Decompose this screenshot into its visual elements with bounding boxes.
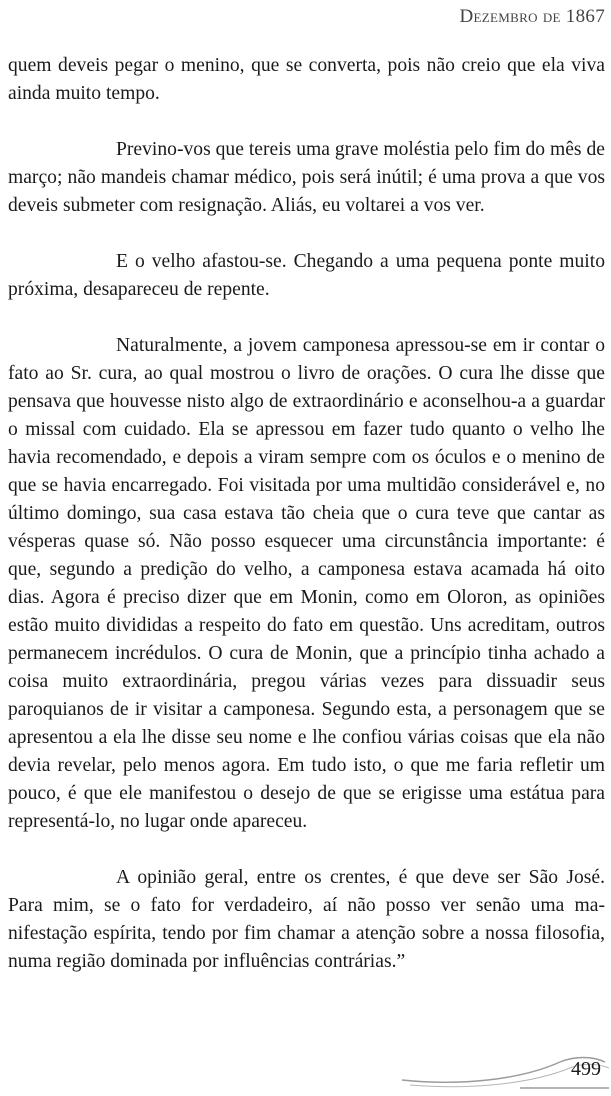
paragraph: Previno-vos que tereis uma grave moléstia pelo fim do mês de março; não mandeis chamar médico, pois será inútil; é uma prova a que vos deveis submeter com resignação. Aliás, eu voltarei a vos ver. — [8, 139, 605, 216]
paragraph: A opinião geral, entre os crentes, é que deve ser São José. Para mim, se o fato for verdadeiro, aí não posso ver senão uma manifestação espírita, tendo por fim chamar a atenção sobre a nossa filosofia, numa região dominada por influências contrárias.” — [8, 867, 605, 972]
page-number: 499 — [571, 1058, 601, 1080]
paragraph: E o velho afastou-se. Chegando a uma pequena ponte muito próxima, desapareceu de repente. — [8, 251, 605, 300]
paragraph: Naturalmente, a jovem camponesa apressou-se em ir contar o fato ao Sr. cura, ao qual mostrou o livro de orações. O cura lhe disse que pensava que houvesse nisto algo de extraordinário e aconselhou-a a guardar o missal com cuidado. Ela se apressou em fazer tudo quanto o velho lhe havia recomendado, e depois a viram sempre com os óculos e o menino de que se havia encarregado. Foi visitada por uma multidão considerável e, no último domingo, sua casa estava tão cheia que o cura teve que cantar as vésperas quase só. Não posso esquecer uma circunstância importante: é que, segundo a predição do velho, a camponesa estava acamada há oito dias. Agora é preciso dizer que em Monin, como em Oloron, as opiniões estão muito divididas a respeito do fato em questão. Uns acreditam, outros permanecem incrédulos. O cura de Monin, que a princípio tinha achado a coisa muito extraordinária, pregou várias vezes para dissuadir seus paroquianos de ir visitar a camponesa. Segundo esta, a personagem que se apresentou a ela lhe disse seu nome e lhe confiou várias coisas que ela não devia revelar, pelo menos agora. Em tudo isto, o que me faria refletir um pouco, é que ele manifestou o desejo de que se erigisse uma estátua para representá-lo, no lugar onde apareceu. — [8, 335, 605, 832]
paragraph-continuation: quem deveis pegar o menino, que se converta, pois não creio que ela viva ainda muito tempo. — [8, 55, 605, 104]
running-head: Dezembro de 1867 — [459, 6, 605, 27]
body-text — [8, 52, 605, 1004]
